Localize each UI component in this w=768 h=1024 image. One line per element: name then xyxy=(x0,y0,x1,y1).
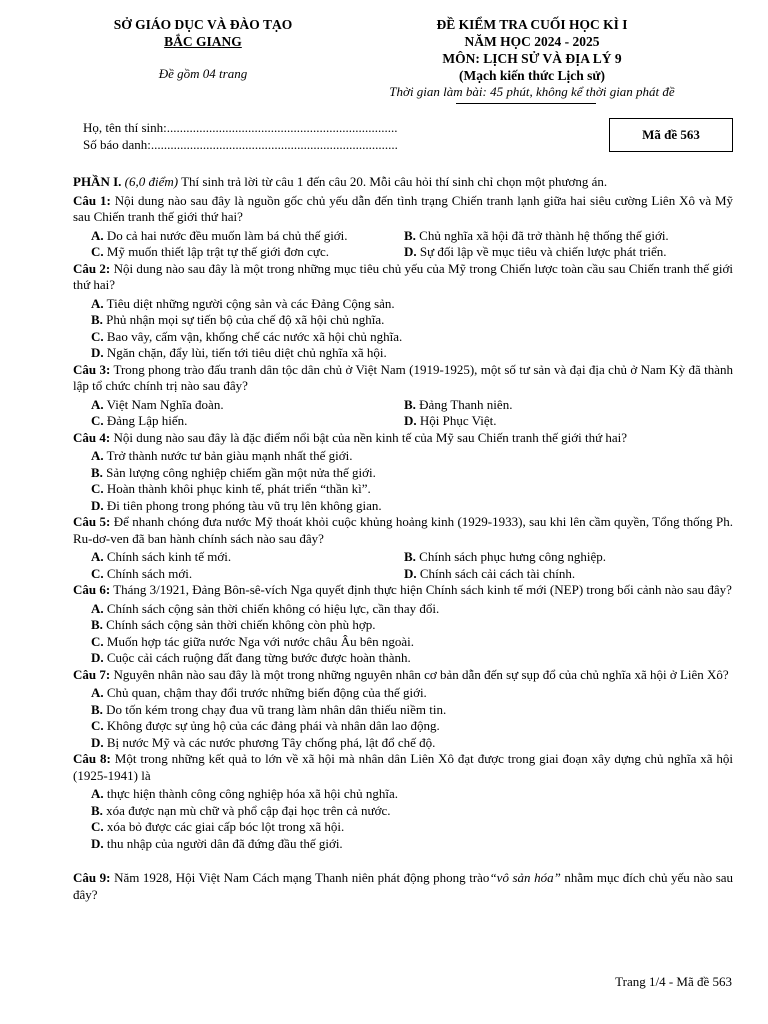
option xyxy=(91,786,733,803)
question-text: Nguyên nhân nào sau đây là một trong những nguyên nhân cơ bản dẫn đến sự sụp đổ của chủ nghĩa xã hội ở Liên Xô? xyxy=(113,666,729,682)
exam-title: ĐỀ KIỂM TRA CUỐI HỌC KÌ I xyxy=(436,17,628,32)
option-letter: C. xyxy=(91,633,104,649)
option-row xyxy=(73,244,733,261)
option-text: Việt Nam Nghĩa đoàn. xyxy=(106,396,224,412)
option-letter: C. xyxy=(91,565,104,581)
school-year: NĂM HỌC 2024 - 2025 xyxy=(464,34,600,49)
part-label: PHẦN I. xyxy=(73,174,122,189)
student-id-field: Số báo danh:............................................................................ xyxy=(83,136,398,152)
page-footer: Trang 1/4 - Mã đề 563 xyxy=(615,974,732,989)
exam-code: Mã đề 563 xyxy=(642,126,700,142)
header-left xyxy=(88,16,318,83)
option-text: Sản lượng công nghiệp chiếm gần một nửa thế giới. xyxy=(106,464,376,480)
question xyxy=(73,514,733,547)
option-text: Ngăn chặn, đẩy lùi, tiến tới tiêu diệt chủ nghĩa xã hội. xyxy=(106,345,387,360)
option-letter: A. xyxy=(91,786,104,801)
time-limit: Thời gian làm bài: 45 phút, không kể thời gian phát đề xyxy=(389,84,675,99)
question-text: Nội dung nào sau đây là một trong những mục tiêu chủ yếu của Mỹ trong Chiến lược toàn cầu sau Chiến tranh thế giới thứ hai? xyxy=(73,260,733,292)
option-letter: D. xyxy=(404,244,417,259)
question-label: Câu 3: xyxy=(73,361,111,377)
exam-code-box xyxy=(609,118,733,152)
option-text: Đảng Thanh niên. xyxy=(419,396,513,412)
option-text: Chính sách cộng sản thời chiến không có hiệu lực, cần thay đổi. xyxy=(106,600,440,616)
option-text: Tiêu diệt những người cộng sản và các Đảng Cộng sản. xyxy=(106,295,395,311)
option-row xyxy=(73,549,733,566)
option-text: Sự đối lập về mục tiêu và chiến lược phát triển. xyxy=(419,244,667,259)
option-letter: A. xyxy=(91,227,104,243)
option-text: thực hiện thành công công nghiệp hóa xã hội chủ nghĩa. xyxy=(106,786,399,801)
option xyxy=(91,650,733,667)
option-letter: A. xyxy=(91,295,104,311)
option-letter: B. xyxy=(91,312,103,327)
option-row xyxy=(73,228,733,245)
option-letter: B. xyxy=(91,464,103,480)
option-letter: C. xyxy=(91,244,104,259)
page-count-note: Đề gồm 04 trang xyxy=(158,66,248,81)
question-text: Để nhanh chóng đưa nước Mỹ thoát khỏi cuộc khủng hoảng kinh (1929-1933), sau khi lên cầm quyền, Tổng thống Ph. Ru-dơ-ven đã ban hành chính sách nào sau đây? xyxy=(73,514,733,546)
header-right xyxy=(362,16,702,101)
question-text: Nội dung nào sau đây là nguồn gốc chủ yếu dẫn đến tình trạng Chiến tranh lạnh giữa hai siêu cường Liên Xô và Mỹ sau Chiến tranh thế giới thứ hai? xyxy=(73,192,734,224)
option-letter: B. xyxy=(404,549,416,564)
question xyxy=(73,582,733,599)
option-text: Chính sách phục hưng công nghiệp. xyxy=(419,549,607,564)
option-letter: B. xyxy=(91,802,103,818)
option xyxy=(91,735,733,752)
option xyxy=(91,481,733,498)
option-letter: A. xyxy=(91,685,104,700)
subject: MÔN: LỊCH SỬ VÀ ĐỊA LÝ 9 xyxy=(442,51,622,66)
question-label: Câu 9: xyxy=(73,870,111,885)
option-text: xóa bỏ được các giai cấp bóc lột trong xã hội. xyxy=(106,819,345,834)
option-letter: C. xyxy=(91,481,104,496)
question-text: Trong phong trào đấu tranh dân tộc dân chủ ở Việt Nam (1919-1925), một số tư sản và đại địa chủ ở Nam Kỳ đã thành lập tổ chức chính trị nào sau đây? xyxy=(73,361,734,393)
question-text: Tháng 3/1921, Đảng Bôn-sê-vích Nga quyết định thực hiện Chính sách kinh tế mới (NEP) trong bối cảnh nào sau đây? xyxy=(113,582,732,597)
option-text: Bị nước Mỹ và các nước phương Tây chống phá, lật đổ chế độ. xyxy=(106,734,436,750)
option-letter: C. xyxy=(91,413,104,428)
option-text: Bao vây, cấm vận, khống chế các nước xã hội chủ nghĩa. xyxy=(106,328,403,344)
question-label: Câu 4: xyxy=(73,429,111,445)
option xyxy=(91,345,733,362)
option-text: Chính sách cải cách tài chính. xyxy=(419,565,576,581)
header-divider xyxy=(456,103,596,104)
part-heading xyxy=(73,174,733,191)
option xyxy=(91,702,733,719)
option-letter: C. xyxy=(91,718,104,733)
option-text: Đi tiên phong trong phóng tàu vũ trụ lên không gian. xyxy=(106,497,382,513)
option-letter: D. xyxy=(404,565,417,581)
option-letter: B. xyxy=(91,617,103,632)
option-text: Chủ nghĩa xã hội đã trở thành hệ thống thế giới. xyxy=(419,227,669,243)
option-text: xóa được nạn mù chữ và phổ cập đại học trên cả nước. xyxy=(106,802,391,818)
option-text: Do tốn kém trong chạy đua vũ trang làm nhân dân thiếu niềm tin. xyxy=(106,701,447,717)
question-emphasis: “vô sản hóa” xyxy=(489,870,561,885)
student-name-field: Họ, tên thí sinh:....................................................................... xyxy=(83,120,398,135)
question-label: Câu 5: xyxy=(73,514,111,529)
option-text: Chủ quan, chậm thay đổi trước những biến động của thế giới. xyxy=(106,685,427,700)
question xyxy=(73,430,733,447)
option xyxy=(91,244,404,261)
option xyxy=(404,228,717,245)
option-letter: A. xyxy=(91,549,104,564)
option xyxy=(91,312,733,329)
option-letter: D. xyxy=(404,413,417,428)
question-text-continued: nhằm mục đích chủ yếu nào sau đây? xyxy=(73,870,734,902)
option-text: Do cả hai nước đều muốn làm bá chủ thế giới. xyxy=(106,227,348,243)
province-name: BẮC GIANG xyxy=(164,34,242,49)
option-row xyxy=(73,413,733,430)
option xyxy=(91,685,733,702)
option xyxy=(404,244,717,261)
option-letter: A. xyxy=(91,600,104,616)
option-letter: D. xyxy=(91,497,104,513)
option xyxy=(91,566,404,583)
option-letter: D. xyxy=(91,734,104,750)
option-letter: D. xyxy=(91,835,104,851)
option xyxy=(91,329,733,346)
option-text: Chính sách kinh tế mới. xyxy=(106,549,232,564)
option-text: Mỹ muốn thiết lập trật tự thế giới đơn cực. xyxy=(106,244,329,259)
option xyxy=(91,836,733,853)
option xyxy=(91,413,404,430)
option-letter: B. xyxy=(404,396,416,412)
option xyxy=(91,819,733,836)
question-label: Câu 7: xyxy=(73,666,111,682)
part-points: (6,0 điểm) xyxy=(124,174,179,189)
question-text: Một trong những kết quả to lớn về xã hội mà nhân dân Liên Xô đạt được trong giai đoạn xây dựng chủ nghĩa xã hội (1925-1941) là xyxy=(73,751,734,783)
student-info xyxy=(83,120,398,153)
option xyxy=(91,465,733,482)
option xyxy=(91,601,733,618)
option-letter: B. xyxy=(91,701,103,717)
option-letter: C. xyxy=(91,819,104,834)
option-text: Chính sách mới. xyxy=(106,565,193,581)
option-text: Đảng Lập hiến. xyxy=(106,413,188,428)
department-name: SỞ GIÁO DỤC VÀ ĐÀO TẠO xyxy=(113,17,293,32)
question xyxy=(73,193,733,226)
option xyxy=(404,413,717,430)
subject-strand: (Mạch kiến thức Lịch sử) xyxy=(459,68,605,83)
part-instruction: Thí sinh trả lời từ câu 1 đến câu 20. Mỗi câu hỏi thí sinh chỉ chọn một phương án. xyxy=(181,174,608,189)
option-text: Cuộc cải cách ruộng đất đang từng bước được hoàn thành. xyxy=(106,650,411,665)
question xyxy=(73,362,733,395)
option-text: Hoàn thành khôi phục kinh tế, phát triển “thần kì”. xyxy=(106,481,371,496)
option-text: Chính sách cộng sản thời chiến không còn phù hợp. xyxy=(106,617,376,632)
option xyxy=(91,803,733,820)
option xyxy=(91,498,733,515)
option-letter: D. xyxy=(91,345,104,360)
question-label: Câu 2: xyxy=(73,260,111,276)
option-text: Phủ nhận mọi sự tiến bộ của chế độ xã hội chủ nghĩa. xyxy=(106,312,385,327)
option-row xyxy=(73,566,733,583)
question-label: Câu 1: xyxy=(73,192,111,208)
option xyxy=(91,228,404,245)
question-text: Năm 1928, Hội Việt Nam Cách mạng Thanh niên phát động phong trào xyxy=(114,870,490,885)
question-text: Nội dung nào sau đây là đặc điểm nổi bật của nền kinh tế của Mỹ sau Chiến tranh thế giới thứ hai? xyxy=(113,429,628,445)
option xyxy=(91,397,404,414)
option xyxy=(91,617,733,634)
question-label: Câu 8: xyxy=(73,751,111,766)
option-letter: D. xyxy=(91,650,104,665)
question xyxy=(73,751,733,784)
question xyxy=(73,261,733,294)
option xyxy=(91,296,733,313)
option xyxy=(91,549,404,566)
option-letter: A. xyxy=(91,448,104,463)
question xyxy=(73,667,733,684)
option xyxy=(91,718,733,735)
option-letter: C. xyxy=(91,328,104,344)
option xyxy=(404,566,717,583)
option xyxy=(404,549,717,566)
option xyxy=(91,634,733,651)
option-text: Trở thành nước tư bản giàu mạnh nhất thế giới. xyxy=(106,448,353,463)
option-text: Hội Phục Việt. xyxy=(419,413,497,428)
option xyxy=(404,397,717,414)
option-letter: A. xyxy=(91,396,104,412)
option-row xyxy=(73,397,733,414)
option xyxy=(91,448,733,465)
option-text: Muốn hợp tác giữa nước Nga với nước châu Âu bên ngoài. xyxy=(106,633,415,649)
option-letter: B. xyxy=(404,227,416,243)
option-text: thu nhập của người dân đã đứng đầu thế giới. xyxy=(106,835,343,851)
exam-content xyxy=(73,174,733,905)
question xyxy=(73,870,733,903)
option-text: Không được sự ủng hộ của các đảng phái và nhân dân lao động. xyxy=(106,718,440,733)
question-label: Câu 6: xyxy=(73,582,111,597)
